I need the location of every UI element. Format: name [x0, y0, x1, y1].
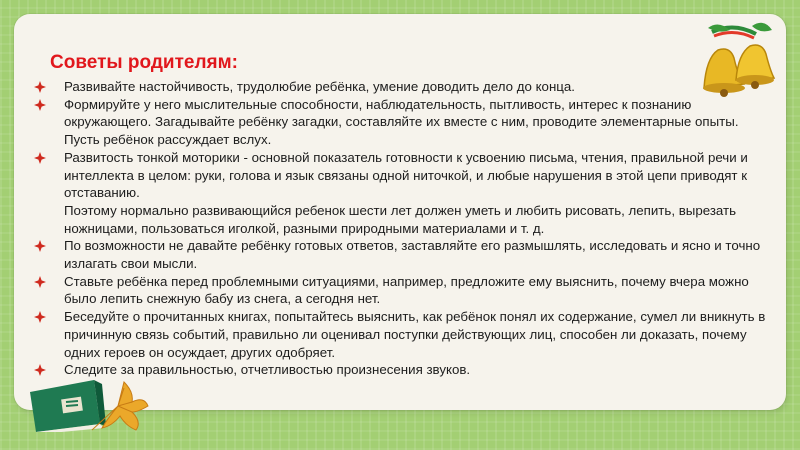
list-item: [34, 308, 776, 361]
school-bells-icon: [694, 18, 776, 100]
list-item: [34, 96, 776, 149]
tip-text: Формируйте у него мыслительные способности, наблюдательность, пытливость, интерес к познанию окружающего. Загадывайте ребёнку загадки, составляйте их вместе с ним, проводите элементарные опыты. Пусть ребёнок рассуждает вслух.: [64, 96, 739, 148]
diamond-bullet-icon: [34, 152, 46, 164]
autumn-leaf-icon: [88, 378, 150, 434]
diamond-bullet-icon: [34, 240, 46, 252]
diamond-bullet-icon: [34, 276, 46, 288]
page-title: Советы родителям:: [50, 52, 238, 73]
tip-continuation: Поэтому нормально развивающийся ребенок шести лет должен уметь и любить рисовать, лепить, вырезать ножницами, пользоваться иголкой, разными природными материалами и т. д.: [64, 202, 737, 236]
list-item: [34, 237, 776, 272]
diamond-bullet-icon: [34, 81, 46, 93]
diamond-bullet-icon: [34, 99, 46, 111]
list-item: [34, 149, 776, 238]
list-item: [34, 78, 776, 96]
tip-text: Беседуйте о прочитанных книгах, попытайтесь выяснить, как ребёнок понял их содержание, сумел ли вникнуть в причинную связь событий, правильно ли оценивал поступки действующих лиц, способен ли доказать, почему одних героев он осуждает, других одобряет.: [64, 309, 766, 360]
tips-list: [34, 78, 776, 379]
list-item: [34, 273, 776, 308]
tip-text: Ставьте ребёнка перед проблемными ситуациями, например, предложите ему выяснить, почему вчера можно было лепить снежную бабу из снега, а сегодня нет.: [64, 273, 749, 307]
tip-text: Развивайте настойчивость, трудолюбие ребёнка, умение доводить дело до конца.: [64, 79, 575, 94]
tip-text: Развитость тонкой моторики - основной показатель готовности к усвоению письма, чтения, правильной речи и интеллекта в целом: руки, голова и язык связаны одной ниточкой, и любые нарушения в этой цепи приводят к отставанию.: [64, 149, 748, 201]
tip-text: По возможности не давайте ребёнку готовых ответов, заставляйте его размышлять, исследовать и ясно и точно излагать свои мысли.: [64, 238, 761, 272]
tip-text: Следите за правильностью, отчетливостью произнесения звуков.: [64, 362, 471, 378]
diamond-bullet-icon: [34, 311, 46, 323]
